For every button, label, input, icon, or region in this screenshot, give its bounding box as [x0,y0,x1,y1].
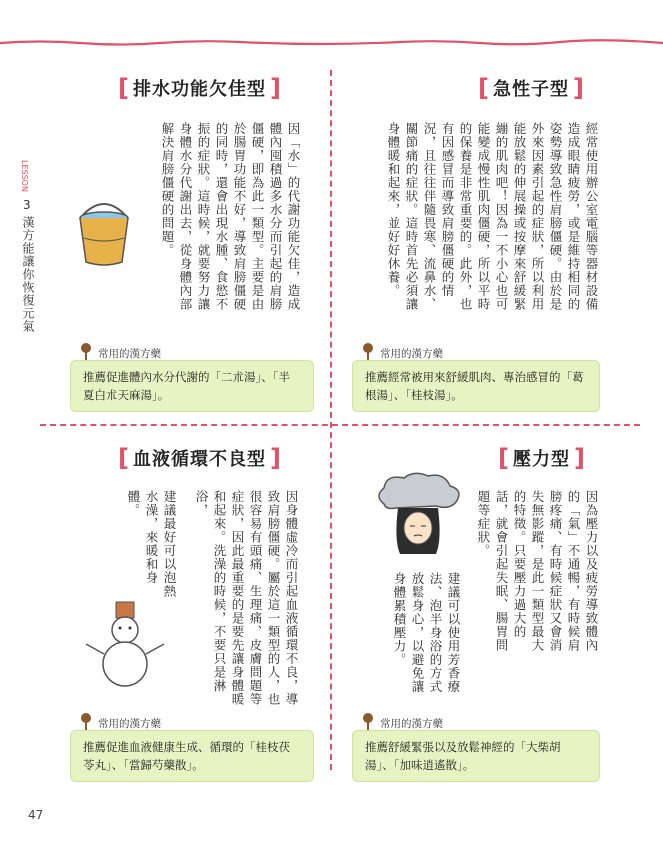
herb-box-acute: 推薦經常被用來舒緩肌肉、專治感冒的「葛根湯」、「桂枝湯」。 [352,360,600,412]
vertical-dashed-divider [330,70,332,770]
section-body-acute: 經常使用辦公室電腦等器材設備造成眼睛疲勞，或是維持相同的姿勢導致急性肩膀僵硬。由於是外來因素引起的症狀，所以利用能放鬆的伸展操或按摩來舒緩緊繃的肌肉吧！因為一不小心也可能變成慢性肌肉僵硬，所以平時的保養是非常重要的。此外，也有因感冒而導致肩膀僵硬的情況，且往往伴隨畏寒、流鼻水、關節痛的症狀。這時首先必須讓身體暖和起來，並好好休養。 [386,122,599,311]
horizontal-dashed-divider [40,424,640,426]
section-title-acute: [ 急性子型 ] [478,74,584,102]
herb-label-circulation: 常用的漢方藥 [80,713,161,733]
herb-box-stress: 推薦舒緩緊張以及放鬆神經的「大柴胡湯」、「加味逍遙散」。 [352,730,600,782]
herb-label-drainage: 常用的漢方藥 [80,343,161,363]
herb-box-circulation: 推薦促進血液健康生成、循環的「桂枝茯苓丸」、「當歸芍藥散」。 [70,730,314,782]
lesson-title: 漢方能讓你恢復元氣 [21,215,35,333]
bucket-illustration [72,198,136,270]
section-body-drainage: 因「水」的代謝功能欠佳，造成體內囤積過多水分而引起的肩膀僵硬，即為此一類型。主要是由於腸胃功能不好，導致肩膀僵硬的同時，還會出現水腫、食慾不振的症狀。這時候，就要努力讓身體水分代謝出去，從身體內部解決肩膀僵硬的問題。 [160,122,301,311]
section-title-stress: [ 壓力型 ] [498,444,585,472]
herb-box-drainage: 推薦促進體內水分代謝的「二朮湯」、「半夏白朮天麻湯」。 [70,360,314,412]
snowman-illustration [80,600,170,690]
section-body-circulation-tail: 建議最好可以泡熱水澡，來暖和身體。 [126,490,177,598]
herb-label-acute: 常用的漢方藥 [362,343,443,363]
lesson-label: LESSON [20,160,29,192]
lesson-number: 3 [23,197,31,212]
woman-cloud-illustration [370,470,466,560]
section-body-circulation: 因身體虛冷而引起血液循環不良，導致肩膀僵硬。屬於這一類型的人，也很容易有頭痛、生理痛、皮膚問題等症狀，因此最重要的是要先讓身體暖和起來。洗澡的時候，不要只是淋浴， [194,490,299,706]
top-decorative-line [0,38,663,48]
section-body-stress-tail: 建議可以使用芳香療法、泡半身浴的方式放鬆身心，以避免讓身體累積壓力。 [392,572,461,694]
section-title-circulation: [ 血液循環不良型 ] [118,444,281,472]
section-title-drainage: [ 排水功能欠佳型 ] [118,74,281,102]
lesson-sidebar [20,160,38,333]
herb-label-stress: 常用的漢方藥 [362,713,443,733]
section-body-stress: 因為壓力以及疲勞導致體內的「氣」不通暢，有時候肩膀疼痛、有時候症狀又會消失無影蹤，是此一類型最大的特徵。只要壓力過大的話，就會引起失眠、腸胃問題等症狀。 [476,490,599,652]
page-number: 47 [28,808,44,822]
